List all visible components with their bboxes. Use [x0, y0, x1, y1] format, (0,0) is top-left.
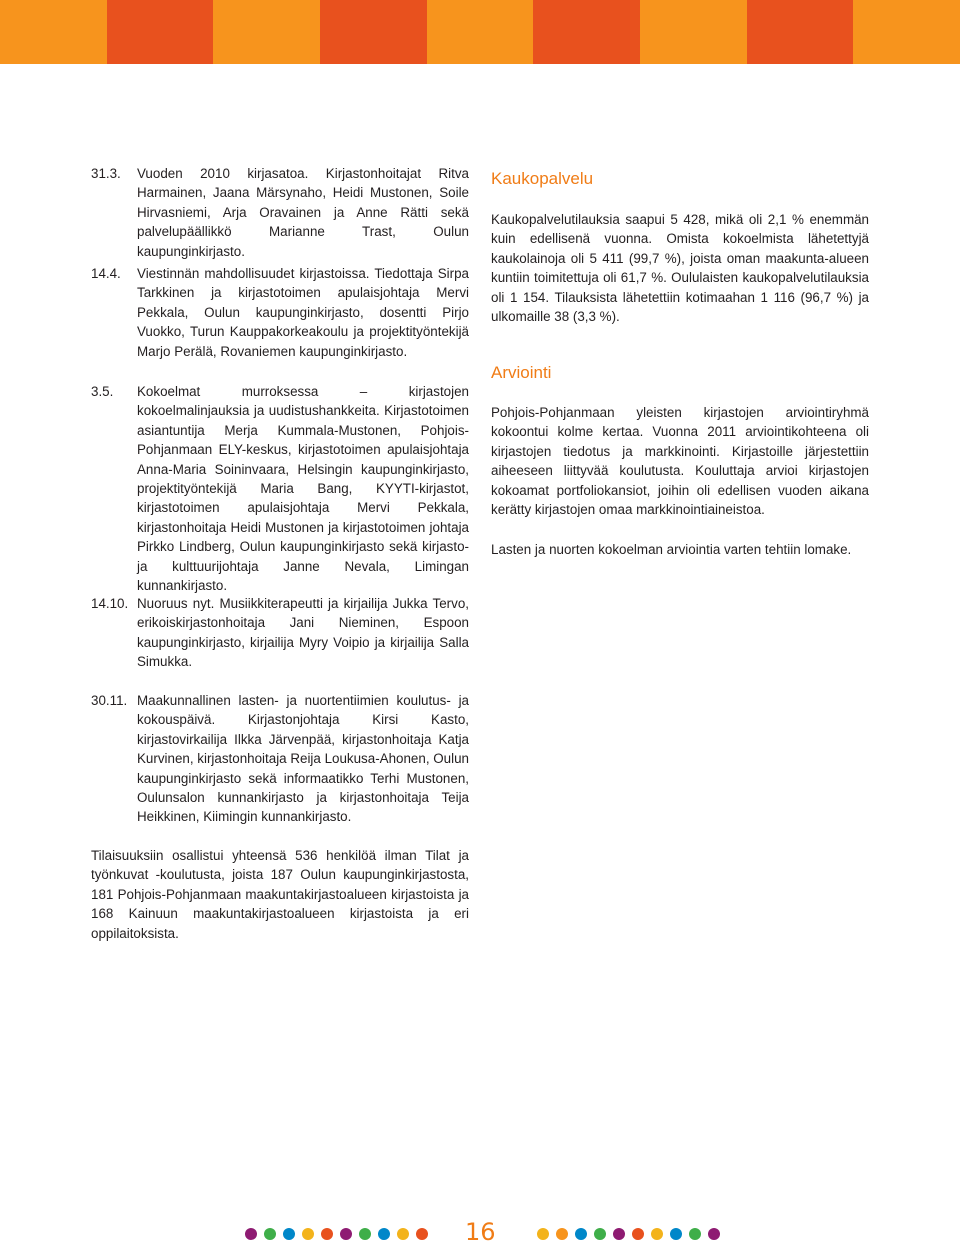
- decorative-dot: [613, 1228, 625, 1240]
- decorative-dot: [651, 1228, 663, 1240]
- decorative-dot: [632, 1228, 644, 1240]
- attendance-summary: Tilaisuuksiin osallistui yhteensä 536 henkilöä ilman Tilat ja työnkuvat -koulutusta, joista 187 Oulun kaupunginkirjastosta, 181 Pohjois-Pohjanmaan maakuntakirjastoalueen kirjastoista ja 168 Kainuun maakuntakirjastoalueen kirjastoista ja eri oppilaitoksista.: [91, 848, 469, 941]
- band-block: [747, 0, 854, 64]
- band-block: [107, 0, 214, 64]
- decorative-dot: [340, 1228, 352, 1240]
- band-block: [427, 0, 534, 64]
- event-date: 3.5.: [91, 384, 114, 399]
- decorative-dot: [416, 1228, 428, 1240]
- decorative-dot: [321, 1228, 333, 1240]
- top-color-band: [0, 0, 960, 64]
- decorative-dots-left: [245, 1228, 428, 1240]
- event-date: 31.3.: [91, 166, 121, 181]
- decorative-dot: [689, 1228, 701, 1240]
- event-description: Maakunnallinen lasten- ja nuortentiimien koulutus- ja kokouspäivä. Kirjastonjohtaja Kirsi Kasto, kirjastovirkailija Ilkka Järvenpää, kirjastonhoitaja Katja Kurvinen, kirjastonhoitaja Reija Loukusa-Ahonen, Oulun kaupunginkirjasto sekä informaatikko Terhi Mustonen, Oulunsalon kunnankirjasto ja kirjastonhoitaja Teija Heikkinen, Kiimingin kunnankirjasto.: [137, 693, 469, 825]
- arviointi-paragraph: Pohjois-Pohjanmaan yleisten kirjastojen arviointiryhmä kokoontui kolme kertaa. Vuonna 2011 arviointikohteena oli kirjastojen tiedotus ja markkinointi. Kirjastoille järjestettiin aiheeseen liittyvää koulutusta. Kouluttaja arvioi kirjastojen kokoamat portfoliokansiot, joihin oli edellisen vuoden aikana kerätty kirjastojen omaa markkinointiaineistoa.: [491, 405, 869, 518]
- event-description: Nuoruus nyt. Musiikkiterapeutti ja kirjailija Jukka Tervo, erikoiskirjastonhoitaja Jani Nieminen, Espoon kaupunginkirjasto, kirjailija Myry Voipio ja kirjailija Salla Simukka.: [137, 596, 469, 670]
- decorative-dot: [537, 1228, 549, 1240]
- arviointi-paragraph: Lasten ja nuorten kokoelman arviointia varten tehtiin lomake.: [491, 542, 852, 557]
- decorative-dot: [302, 1228, 314, 1240]
- decorative-dot: [556, 1228, 568, 1240]
- band-block: [0, 0, 107, 64]
- decorative-dot: [594, 1228, 606, 1240]
- decorative-dot: [283, 1228, 295, 1240]
- event-date: 30.11.: [91, 693, 128, 708]
- band-block: [320, 0, 427, 64]
- band-block: [640, 0, 747, 64]
- decorative-dot: [264, 1228, 276, 1240]
- event-description: Kokoelmat murroksessa – kirjastojen kokoelmalinjauksia ja uudistushankkeita. Kirjastotoimen asiantuntija Merja Kummala-Mustonen, Pohjois-Pohjanmaan ELY-keskus, kirjastotoimen apulaisjohtaja Anna-Maria Soininvaara, Helsingin kaupunginkirjasto, projektityöntekijä Maria Bang, KYYTI-kirjastot, kirjastotoimen apulaisjohtaja Mervi Pekkala, kirjastonhoitaja Heidi Mustonen ja kirjastotoimen johtaja Pirkko Lindberg, Oulun kaupunginkirjasto sekä kirjasto- ja kulttuurijohtaja Janne Nevala, Limingan kunnankirjasto.: [137, 384, 469, 594]
- decorative-dot: [359, 1228, 371, 1240]
- event-description: Viestinnän mahdollisuudet kirjastoissa. Tiedottaja Sirpa Tarkkinen ja kirjastotoimen apulaisjohtaja Mervi Pekkala, Oulun kaupunginkirjasto, dosentti Pirjo Vuokko, Turun Kauppakorkeakoulu ja projektityöntekijä Marjo Perälä, Rovaniemen kaupunginkirjasto.: [137, 266, 469, 359]
- band-block: [533, 0, 640, 64]
- decorative-dot: [708, 1228, 720, 1240]
- band-block: [213, 0, 320, 64]
- section-title-arviointi: Arviointi: [491, 363, 552, 382]
- decorative-dots-right: [537, 1228, 720, 1240]
- decorative-dot: [575, 1228, 587, 1240]
- kaukopalvelu-text: Kaukopalvelutilauksia saapui 5 428, mikä oli 2,1 % enemmän kuin edellisenä vuonna. Omista kokoelmista lähetettyjä kaukolainoja oli 5 411 (99,7 %), joista oman maakunta-alueen kuntiin toimitettuja oli 61,7 %. Oululaisten kaukopalvelutilauksia oli 1 154. Tilauksista lähetettiin kotimaahan 1 116 (96,7 %) ja ulkomaille 38 (3,3 %).: [491, 212, 869, 325]
- decorative-dot: [378, 1228, 390, 1240]
- section-title-kaukopalvelu: Kaukopalvelu: [491, 169, 594, 188]
- page-number: 16: [465, 1218, 496, 1246]
- event-date: 14.4.: [91, 266, 121, 281]
- band-block: [853, 0, 960, 64]
- decorative-dot: [397, 1228, 409, 1240]
- decorative-dot: [245, 1228, 257, 1240]
- event-description: Vuoden 2010 kirjasatoa. Kirjastonhoitajat Ritva Harmainen, Jaana Märsynaho, Heidi Mustonen, Soile Hirvasniemi, Arja Oravainen ja Anne Rätti sekä palvelupäällikkö Marianne Trast, Oulun kaupunginkirjasto.: [137, 166, 469, 259]
- event-date: 14.10.: [91, 596, 129, 611]
- decorative-dot: [670, 1228, 682, 1240]
